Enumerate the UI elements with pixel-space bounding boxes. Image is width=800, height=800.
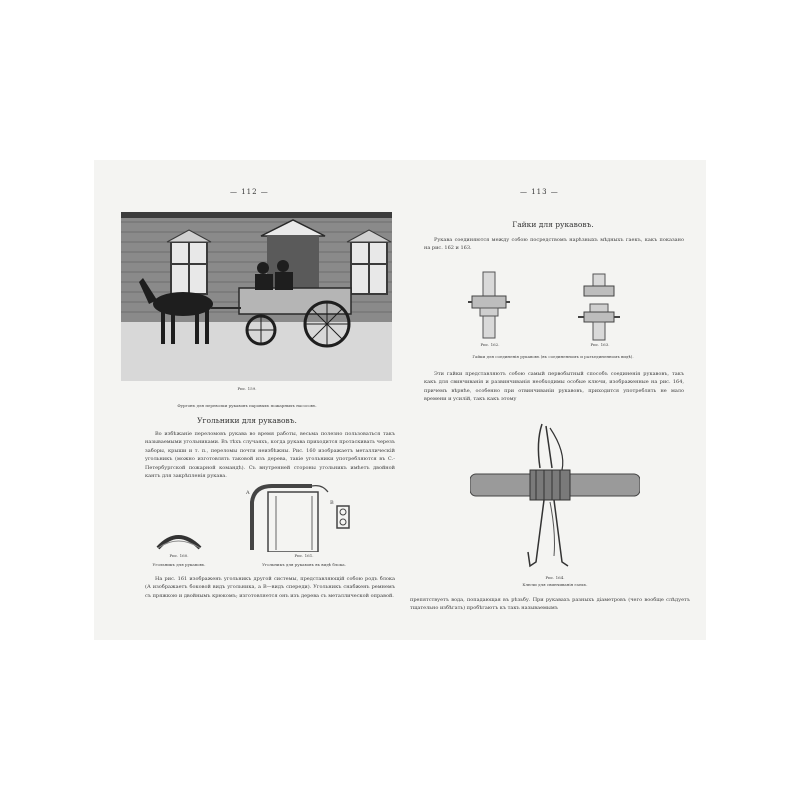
figure-161-caption: Угольникъ для рукавовъ въ видѣ блока. — [262, 562, 346, 567]
figure-160-drawing — [154, 530, 204, 552]
figure-163-drawing — [576, 272, 622, 342]
book-spread — [94, 160, 706, 640]
page-number: — 113 — — [520, 188, 559, 196]
section-title: Гайки для рукавовъ. — [512, 220, 594, 229]
figure-161-drawing — [242, 482, 362, 552]
paragraph-3: препятствуетъ вода, попадающая въ рѣзьбу. При рукавахъ разныхъ діаметровъ (чего вообще слѣдуетъ тщательно избѣгать) пробѣгаютъ къ такъ называемымъ — [410, 597, 690, 612]
paragraph-2: Эти гайки представляютъ собою самый первобытный способъ соединенія рукавовъ, такъ какъ для свинчиванія и развинчиванія необходимы особые ключи, изображенные на рис. 164, причемъ вѣрнѣе, особенно при отвинчиваніи рукавовъ, приходится употреблять не мало времени и усилій, такъ какъ этому — [424, 371, 684, 403]
figure-159-caption: Фургонъ для перевозки рукавовъ паровыхъ пожарныхъ насосовъ. — [177, 403, 317, 408]
figure-160-number: Рис. 160. — [169, 553, 189, 558]
figure-161-label-b: B — [330, 500, 334, 506]
figure-161-label-a: A — [246, 490, 250, 496]
paragraph-2: На рис. 161 изображенъ угольникъ другой системы, представляющій собою родъ блока (А изображаетъ боковой видъ угольника, а В—видъ спереди). Угольникъ снабженъ ремнемъ съ пряжкою и двойнымъ крюкомъ; изготовляется онъ изъ дерева съ металлической оправой. — [145, 576, 395, 599]
paragraph-1: Рукава соединяются между собою посредствомъ нарѣзныхъ мѣдныхъ гаекъ, какъ показано на рис. 162 и 163. — [424, 237, 684, 252]
page-number: — 112 — — [230, 188, 269, 196]
figure-162-drawing — [466, 270, 512, 340]
horse-cart-photo — [121, 212, 392, 381]
figure-164-number: Рис. 164. — [545, 575, 565, 580]
figure-162-number: Рис. 162. — [480, 342, 500, 347]
figure-160-caption: Угольникъ для рукавовъ. — [152, 562, 206, 567]
figure-159-number: Рис. 159. — [237, 386, 257, 391]
paragraph-1: Во избѣжаніе переломовъ рукава во время работы, весьма полезно пользоваться такъ называемыми угольниками. Въ тѣхъ случаяхъ, когда рукава приходится протаскивать черезъ заборы, крыши и т. п., переломы почти неизбѣжны. Рис. 160 изображаетъ металлическій угольникъ (можно изготовлять таковой изъ дерева, такіе угольники употребляются въ С.-Петербургской пожарной командѣ). Съ внутренней стороны угольникъ имѣетъ двойной кантъ для закрѣпленія рукава. — [145, 431, 395, 480]
figure-161-number: Рис. 161. — [294, 553, 314, 558]
section-title: Угольники для рукавовъ. — [197, 416, 297, 425]
figure-164-caption: Ключи для свинчиванія гаекъ. — [522, 582, 588, 587]
figures-162-163-caption: Гайки для соединенія рукавовъ (въ соединенномъ и разъединенномъ видѣ). — [472, 354, 634, 359]
figure-163-number: Рис. 163. — [590, 342, 610, 347]
figure-164-drawing — [470, 422, 640, 572]
left-page — [94, 160, 400, 640]
right-page — [400, 160, 706, 640]
